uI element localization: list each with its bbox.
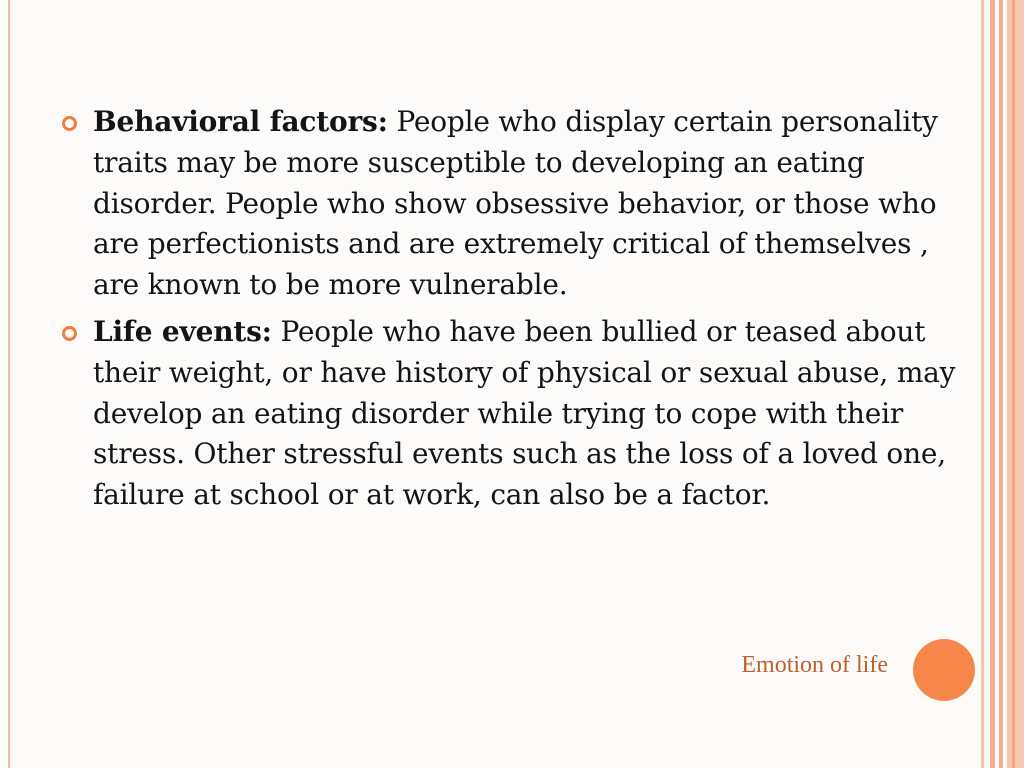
bullet-text: People who have been bullied or teased about their weight, or have history of physical or sexual abuse, may develop an eating disorder while trying to cope with their stress. Other stressful events such as the loss of a loved one, failure at school or at work, can also be a factor.	[93, 314, 956, 512]
bullet-term: Life events:	[93, 314, 272, 348]
right-stripe	[1007, 0, 1024, 768]
bullet-list	[62, 102, 962, 522]
right-stripe	[999, 0, 1003, 768]
footer-label: Emotion of life	[741, 652, 888, 678]
ring-bullet-icon	[62, 326, 77, 341]
bullet-item-behavioral-factors	[62, 102, 962, 306]
right-stripe	[990, 0, 995, 768]
circle-decoration-icon	[913, 639, 975, 701]
bullet-item-life-events	[62, 312, 962, 516]
ring-bullet-icon	[62, 116, 77, 131]
bullet-text: People who display certain personality traits may be more susceptible to developing an eating disorder. People who show obsessive behavior, or those who are perfectionists and are extremely critical of themselves , are known to be more vulnerable.	[93, 105, 938, 302]
right-stripe	[981, 0, 984, 768]
left-border-line	[8, 0, 10, 768]
bullet-term: Behavioral factors:	[93, 105, 388, 138]
right-stripe	[1012, 0, 1015, 768]
